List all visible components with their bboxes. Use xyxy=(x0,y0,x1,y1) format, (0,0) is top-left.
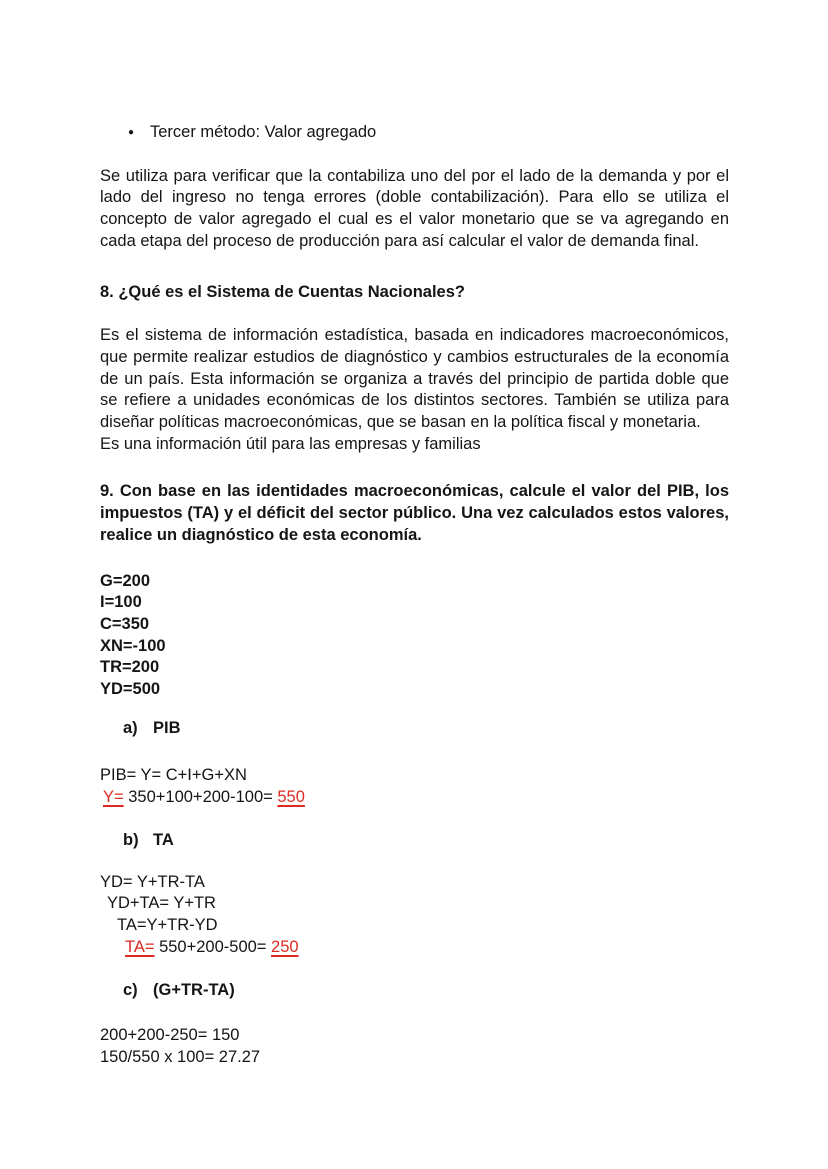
part-a-marker: a) xyxy=(123,718,138,737)
part-c-step: 150/550 x 100= 27.27 xyxy=(100,1047,261,1066)
part-b-result-value: 250 xyxy=(271,937,299,956)
part-a-work xyxy=(100,765,729,808)
part-c-step: 200+200-250= 150 xyxy=(100,1026,240,1045)
given-value: YD=500 xyxy=(100,680,161,699)
question-8-body: Es el sistema de información estadística, basada en indicadores macroeconómicos, que permite realizar estudios de diagnóstico y cambios estructurales de la economía de un país. Esta información se organiza a través del principio de partida doble que se refiere a unidades económicas de los distintos sectores. También se utiliza para diseñar políticas macroeconómicas, que se basan en la política fiscal y monetaria. xyxy=(100,326,734,432)
part-b-result-label: TA= xyxy=(125,937,155,956)
part-b-work xyxy=(100,872,729,959)
question-8-heading: 8. ¿Qué es el Sistema de Cuentas Nacionales? xyxy=(100,282,465,301)
part-b-step: TA=Y+TR-YD xyxy=(117,915,218,934)
given-value: TR=200 xyxy=(100,658,160,677)
bullet-icon: ● xyxy=(128,127,135,138)
part-a-result-value: 550 xyxy=(277,788,305,807)
part-a-result-operations: 350+100+200-100= xyxy=(123,788,278,807)
bullet-list-item xyxy=(128,122,729,144)
given-value: I=100 xyxy=(100,593,142,612)
part-b-result-operations: 550+200-500= xyxy=(154,937,272,956)
bullet-item-label: Tercer método: Valor agregado xyxy=(150,123,377,141)
part-b-result-line xyxy=(100,937,729,959)
part-c-marker: c) xyxy=(123,981,138,1000)
given-value: XN=-100 xyxy=(100,636,166,655)
part-b-step: YD+TA= Y+TR xyxy=(107,894,216,913)
part-c-work xyxy=(100,1025,729,1068)
part-a-result-line xyxy=(100,787,729,809)
givens-block xyxy=(100,571,729,701)
part-c-title: (G+TR-TA) xyxy=(153,981,235,1000)
part-b-marker: b) xyxy=(123,830,139,849)
part-a-formula: PIB= Y= C+I+G+XN xyxy=(100,766,247,785)
part-a-title: PIB xyxy=(153,718,181,737)
given-value: C=350 xyxy=(100,614,150,633)
part-b-heading xyxy=(123,830,729,852)
question-9-heading: 9. Con base en las identidades macroeconómicas, calcule el valor del PIB, los impuestos (TA) y el déficit del sector público. Una vez calculados estos valores, realice un diagnóstico de esta economía. xyxy=(100,482,734,544)
part-c-heading xyxy=(123,980,729,1002)
question-8-body-last-line: Es una información útil para las empresas y familias xyxy=(100,434,481,453)
part-b-title: TA xyxy=(153,830,174,849)
part-a-result-label: Y= xyxy=(103,788,124,807)
given-value: G=200 xyxy=(100,571,150,590)
part-b-step: YD= Y+TR-TA xyxy=(100,872,205,891)
paragraph-value-added-method: Se utiliza para verificar que la contabiliza uno del por el lado de la demanda y por el lado del ingreso no tenga errores (doble contabilización). Para ello se utiliza el concepto de valor agregado el cual es el valor monetario que se va agregando en cada etapa del proceso de producción para así calcular el valor de demanda final. xyxy=(100,166,734,250)
part-a-heading xyxy=(123,718,729,740)
